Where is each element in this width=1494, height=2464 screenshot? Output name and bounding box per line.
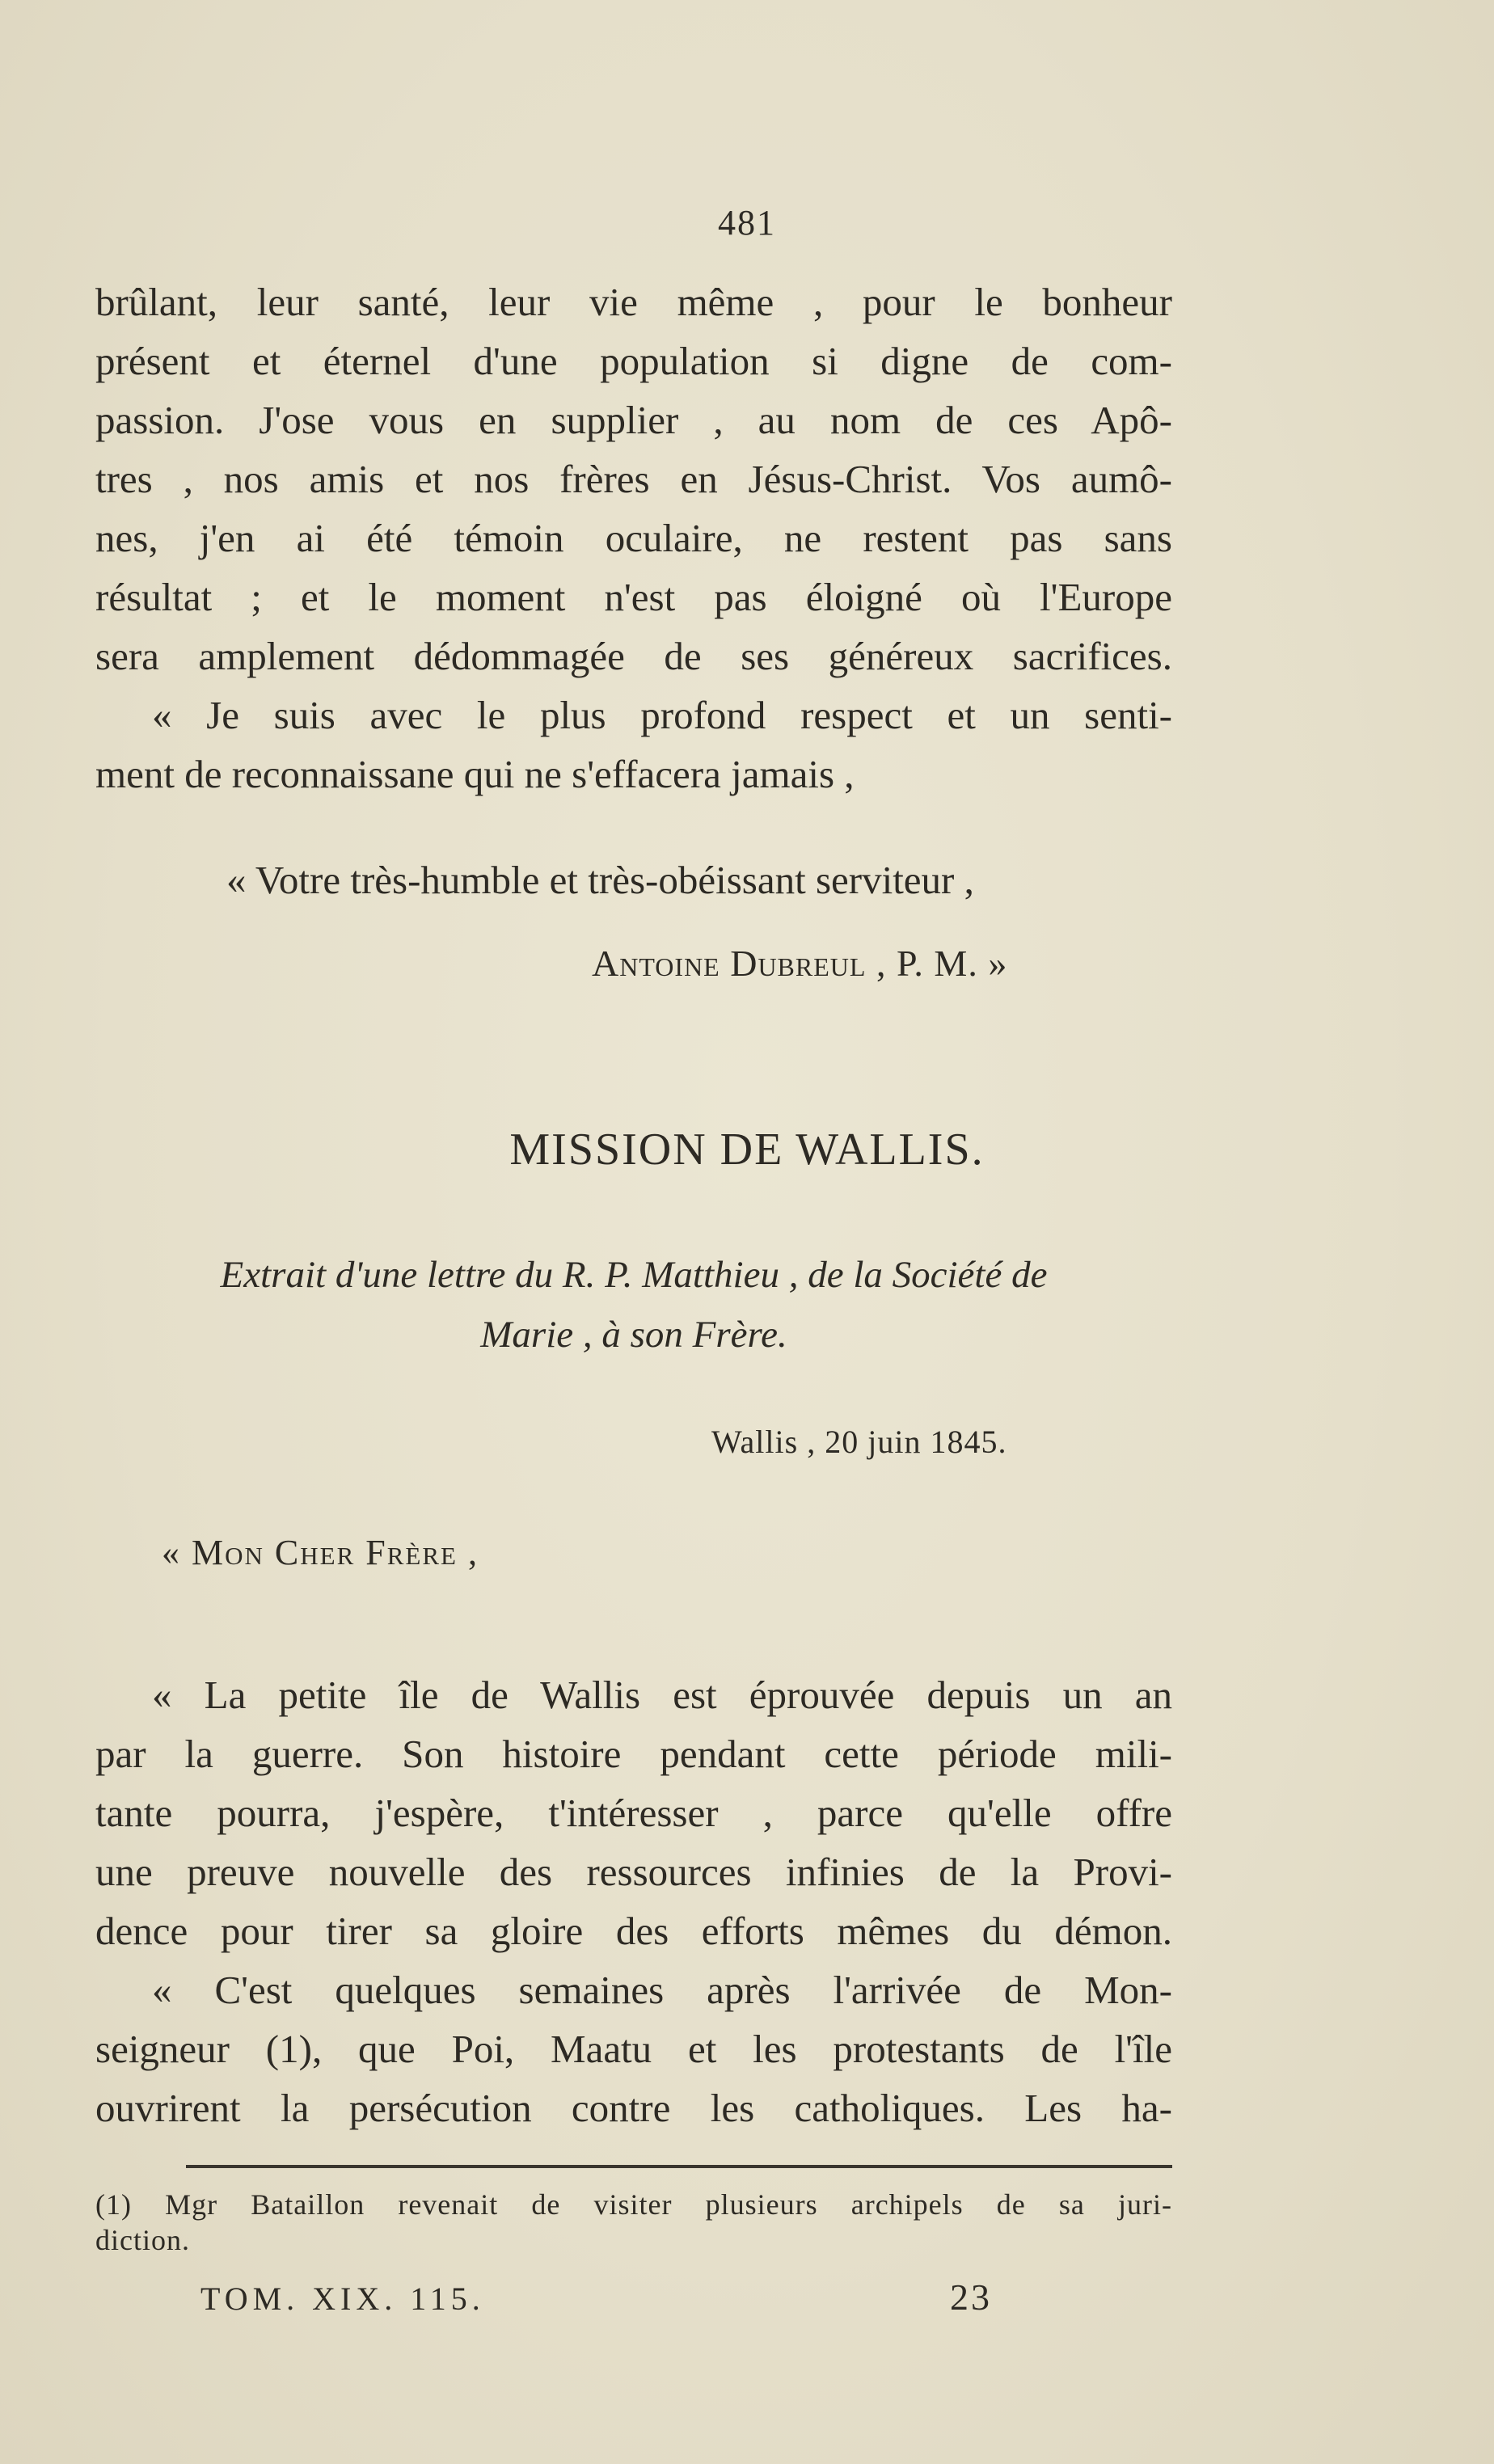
letter-signoff: « Votre très-humble et très-obéissant serviteur , <box>226 858 974 902</box>
text-line: « Je suis avec le plus profond respect et un senti- <box>152 693 1172 737</box>
paragraph-block-1 <box>95 272 1172 804</box>
text-line: dence pour tirer sa gloire des efforts mêmes du démon. <box>95 1909 1172 1953</box>
text-line: brûlant, leur santé, leur vie même , pour le bonheur <box>95 280 1172 324</box>
text-line: sera amplement dédommagée de ses généreux sacrifices. <box>95 634 1172 678</box>
text-line: résultat ; et le moment n'est pas éloigné où l'Europe <box>95 575 1172 619</box>
text-line: présent et éternel d'une population si digne de com- <box>95 339 1172 383</box>
text-line: ouvrirent la persécution contre les catholiques. Les ha- <box>95 2086 1172 2130</box>
text-line: « La petite île de Wallis est éprouvée depuis un an <box>152 1673 1172 1717</box>
text-line: une preuve nouvelle des ressources infinies de la Provi- <box>95 1850 1172 1894</box>
letter-signature: Antoine Dubreul , P. M. » <box>592 943 1008 984</box>
text-line: par la guerre. Son histoire pendant cette période mili- <box>95 1732 1172 1776</box>
footnote-divider <box>186 2165 1172 2168</box>
printer-signature-mark: TOM. XIX. 115. <box>200 2280 485 2317</box>
text-line: passion. J'ose vous en supplier , au nom de ces Apô- <box>95 398 1172 442</box>
text-line: tres , nos amis et nos frères en Jésus-Christ. Vos aumô- <box>95 457 1172 501</box>
letter-date: Wallis , 20 juin 1845. <box>711 1424 1007 1460</box>
subtitle-line: Marie , à son Frère. <box>480 1314 787 1356</box>
text-line: nes, j'en ai été témoin oculaire, ne restent pas sans <box>95 516 1172 560</box>
section-title: MISSION DE WALLIS. <box>509 1124 985 1175</box>
page-number: 481 <box>718 203 776 243</box>
subtitle-line: Extrait d'une lettre du R. P. Matthieu , de la Société de <box>220 1254 1048 1296</box>
footnote-line: diction. <box>95 2224 190 2256</box>
footnote <box>95 2187 1172 2258</box>
gathering-number: 23 <box>950 2276 992 2318</box>
text-line: tante pourra, j'espère, t'intéresser , parce qu'elle offre <box>95 1791 1172 1835</box>
letter-salutation: « Mon Cher Frère , <box>162 1533 479 1572</box>
text-line: ment de reconnaissane qui ne s'effacera jamais , <box>95 752 855 796</box>
section-subtitle <box>95 1245 1172 1365</box>
text-line: « C'est quelques semaines après l'arrivée de Mon- <box>152 1968 1172 2012</box>
text-line: seigneur (1), que Poi, Maatu et les protestants de l'île <box>95 2027 1172 2071</box>
footnote-line: (1) Mgr Bataillon revenait de visiter plusieurs archipels de sa juri- <box>95 2188 1172 2221</box>
paragraph-block-2 <box>95 1665 1172 2137</box>
